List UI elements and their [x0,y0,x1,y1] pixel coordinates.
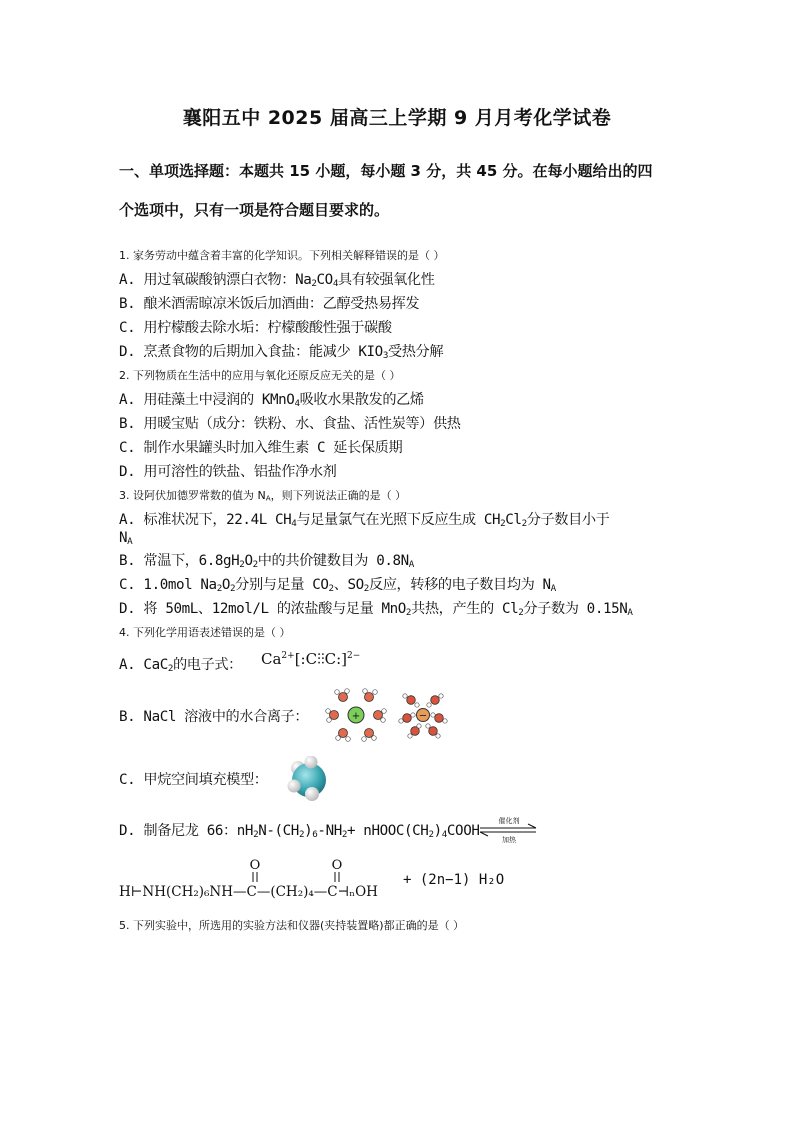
q4-option-c: C. 甲烷空间填充模型： [119,772,268,788]
water-byproduct: + (2n−1) H₂O [403,872,505,888]
exam-title: 襄阳五中 2025 届高三上学期 9 月月考化学试卷 [182,107,612,129]
condition-catalyst: 催化剂 [498,817,520,825]
q3-option-c: C. 1.0mol $Na_2O_2$分别与足量 $CO_2$、$SO_2$反应，转移的电子数目均为 $N_A$ [119,577,556,594]
q3-option-b: B. 常温下，$6.8gH_2O_2$中的共价键数目为 $0.8N_A$ [119,553,414,570]
q2-option-b: B. 用暖宝贴（成分：铁粉、水、食盐、活性炭等）供热 [119,416,461,432]
q3-stem: 3. 设阿伏加德罗常数的值为 $N_A$，则下列说法正确的是（ ） [119,489,407,503]
svg-text:−: − [418,710,428,722]
carbonyl-o-2: O [331,858,343,873]
q1-option-a: A. 用过氧碳酸钠漂白衣物：$Na_2CO_4$具有较强氧化性 [119,272,435,289]
q4-option-b: B. NaCl 溶液中的水合离子： [119,709,309,725]
nylon66-product-structure [117,855,417,901]
q1-option-b: B. 酿米酒需晾凉米饭后加酒曲：乙醇受热易挥发 [119,296,420,312]
q2-option-a: A. 用硅藻土中浸润的 KMnO$_4$吸收水果散发的乙烯 [119,392,424,409]
cac2-electron-formula: $Ca^{2+}[:C⫶⫶C:]^{2-}$ [261,650,361,668]
q2-option-d: D. 用可溶性的铁盐、铝盐作净水剂 [119,464,337,480]
hydrated-sodium-ion [326,689,387,742]
carbonyl-o-1: O [249,858,261,873]
section-heading-line1: 一、单项选择题：本题共 15 小题，每小题 3 分，共 45 分。在每小题给出的四 [119,162,653,180]
q1-option-d: D. 烹煮食物的后期加入食盐：能减少 $KIO_3$受热分解 [119,344,444,361]
polymer-formula: H⊢NH(CH₂)₆NH—C—(CH₂)₄—C⊣ₙOH [119,884,378,900]
q3-option-d: D. 将 50mL、12mol/L 的浓盐酸与足量 MnO$_2$共热，产生的 $Cl_2$分子数为 $0.15N_A$ [119,601,633,618]
hydrated-chloride-ion [399,694,447,738]
condition-heat: 加热 [502,836,516,844]
q5-stem: 5. 下列实验中，所选用的实验方法和仪器(夹持装置略)都正确的是（ ） [119,919,465,932]
q3-option-a-cont: $N_A$ [119,530,133,547]
reversible-reaction-arrow [478,814,540,844]
q4-stem: 4. 下列化学用语表述错误的是（ ） [119,626,291,639]
q2-stem: 2. 下列物质在生活中的应用与氧化还原反应无关的是（ ） [119,369,401,382]
q3-option-a: A. 标准状况下，22.4L $CH_4$与足量氯气在光照下反应生成 $CH_2Cl_2$分子数目小于 [119,512,610,529]
hydrated-ions-diagram [323,688,453,742]
q4-option-a: A. CaC$_2$的电子式： [119,657,242,674]
svg-text:+: + [351,711,361,722]
section-heading-line2: 个选项中，只有一项是符合题目要求的。 [119,201,390,219]
q1-option-c: C. 用柠檬酸去除水垢：柠檬酸酸性强于碳酸 [119,320,392,336]
q2-option-c: C. 制作水果罐头时加入维生素 C 延长保质期 [119,440,403,456]
methane-space-filling-model [285,756,333,804]
q4-option-d: D. 制备尼龙 66：$nH_2N-(CH_2)_6-NH_2+$ $nHOOC(CH_2)_4COOH$ [119,823,480,840]
q1-stem: 1. 家务劳动中蕴含着丰富的化学知识。下列相关解释错误的是（ ） [119,249,445,262]
